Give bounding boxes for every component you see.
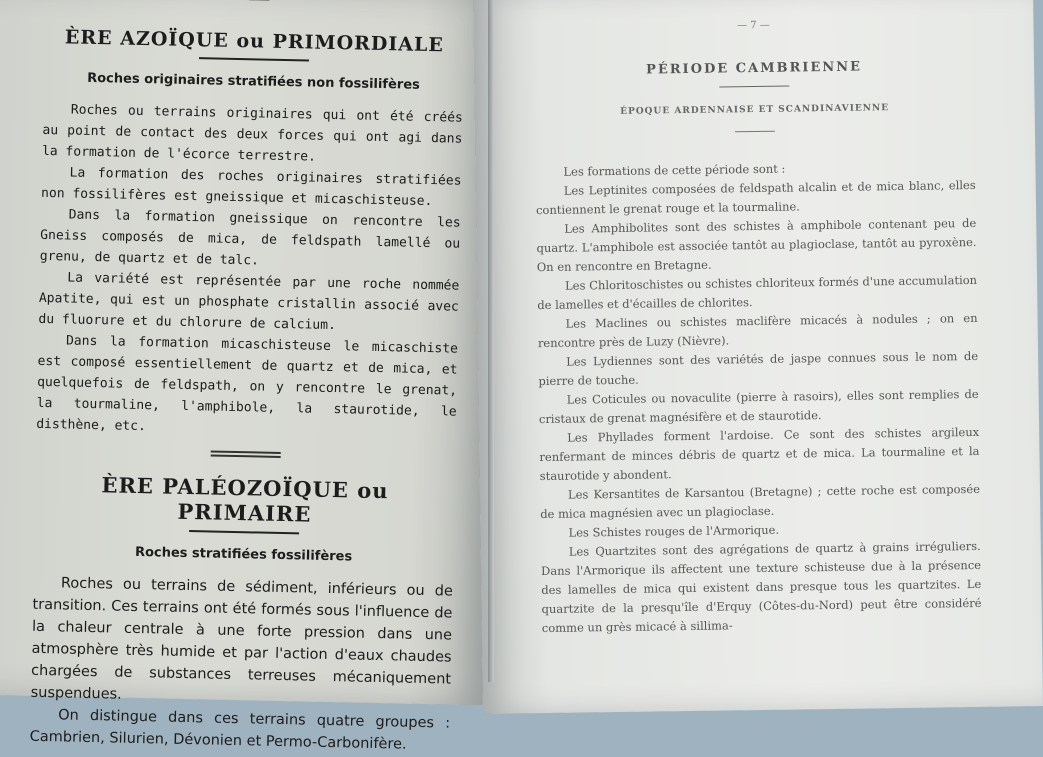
epoch-title: ÉPOQUE ARDENNAISE ET SCANDINAVIENNE [620, 103, 890, 117]
epoch-rule [735, 131, 775, 133]
title-rule [719, 86, 789, 88]
section-divider [211, 450, 281, 457]
paragraph: Les Chloritoschistes ou schistes chloriteux formés d'une accumulation de lamelles et d'écailles de chlorites. [537, 272, 978, 313]
right-page-content [533, 17, 982, 638]
paragraph: Les Kersantites de Karsantou (Bretagne) ; cette roche est composée de mica magnésien avec un plagioclase. [540, 481, 981, 522]
book-spine [488, 0, 494, 682]
paragraph: Les Lydiennes sont des variétés de jaspe connues sous le nom de pierre de touche. [538, 348, 979, 389]
era-azoique-subtitle: Roches originaires stratifiées non fossilifères [87, 70, 420, 93]
left-page-content [30, 26, 465, 757]
era-paleozoique-subtitle: Roches stratifiées fossilifères [134, 544, 353, 565]
paragraph: Les Coticules ou novaculite (pierre à rasoirs), elles sont remplies de cristaux de grenat magnésifère et de staurotide. [538, 386, 979, 427]
paragraph: Dans la formation gneissique on rencontre les Gneiss composés de mica, de feldspath lamellé ou grenu, de quartz et de talc. [39, 207, 461, 269]
paragraph: Les Quartzites sont des agrégations de quartz à grains irréguliers. Dans l'Armorique ils affectent une texture schisteuse due à la présence des lamelles de mica qui existent dans presque tous les quartzites. Le quartzite de la presqu'île d'Erquy (Côtes-du-Nord) peut être considéré comme un grès micacé à sillima- [540, 538, 982, 636]
paragraph: Les Leptinites composées de feldspath alcalin et de mica blanc, elles contiennent le grenat rouge et la tourmaline. [535, 177, 976, 218]
paragraph: La formation des roches originaires stratifiées non fossilifères est gneissique et micaschisteuse. [40, 165, 462, 210]
title-rule [189, 530, 299, 534]
left-page [0, 0, 499, 753]
era-paleozoique-title: ÈRE PALÉOZOÏQUE ou PRIMAIRE [101, 472, 389, 527]
paragraph: Roches ou terrains originaires qui ont été créés au point de contact des deux forces qui ont agi dans la formation de l'écorce terrestre. [41, 102, 463, 165]
era-paleozoique-body [30, 572, 454, 757]
period-title: PÉRIODE CAMBRIENNE [646, 59, 863, 78]
paragraph: Les formations de cette période sont : [563, 161, 786, 179]
page-mark [249, 0, 269, 1]
paragraph: La variété est représentée par une roche nommée Apatite, qui est un phosphate cristallin associé avec du fluorure et du chlorure de calcium. [38, 270, 460, 334]
paragraph: On distingue dans ces terrains quatre groupes : Cambrien, Silurien, Dévonien et Permo-Carbonifère. [29, 707, 451, 753]
paragraph: Les Phyllades forment l'ardoise. Ce sont des schistes argileux renfermant de minces débris de quartz et de mica. La tourmaline et la staurotide y abondent. [539, 424, 980, 484]
title-rule [199, 57, 309, 61]
paragraph: Roches ou terrains de sédiment, inférieurs ou de transition. Ces terrains ont été formés sous l'influence de la chaleur centrale à une forte pression dans une atmosphère très humide et par l'action d'eaux chaudes chargées de substances terreuses mécaniquement suspendues. [30, 575, 454, 703]
paragraph: Les Schistes rouges de l'Armorique. [568, 522, 780, 540]
paragraph: Les Amphibolites sont des schistes à amphibole contenant peu de quartz. L'amphibole est associée tantôt au plagioclase, tantôt au pyroxène. On en rencontre en Bretagne. [536, 215, 977, 275]
right-page [473, 0, 1043, 714]
page-number: — 7 — [737, 19, 770, 32]
paragraph: Les Maclines ou schistes maclifère micacés à nodules ; on en rencontre près de Luzy (Nièvre). [537, 310, 978, 351]
era-azoique-title: ÈRE AZOÏQUE ou PRIMORDIALE [64, 26, 445, 57]
paragraph: Dans la formation micaschisteuse le micaschiste est composé essentiellement de quartz et de mica, et quelquefois de feldspath, on y rencontre le grenat, la tourmaline, l'amphibole, la staurotide, le disthène, etc. [36, 333, 459, 435]
